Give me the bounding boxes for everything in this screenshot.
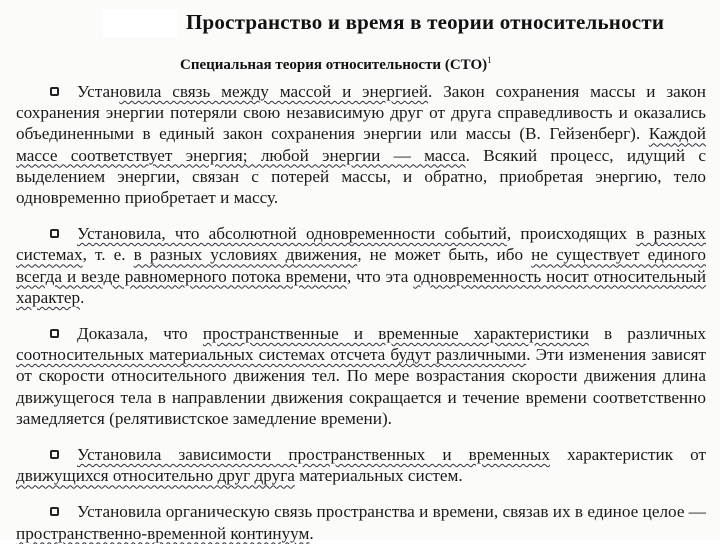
checkbox-bullet-icon xyxy=(50,507,59,516)
underlined-text: в разных условиях движения xyxy=(133,245,358,265)
underlined-text: не существует единого всегда и везде равномерного потока времени xyxy=(16,245,707,286)
underlined-text: Каждой массе соответствует энергия; любой энергии — масса xyxy=(16,124,706,165)
paragraph xyxy=(16,501,706,543)
paragraph-text: . Эти изменения зависят от скорости относительного движения тел. По мере возрастания скорости движения длина движущегося тела в направлении движения сокращается и течение времени соответственно замедляется (релятивистское замедление времени). xyxy=(16,345,706,428)
paragraph-text: . xyxy=(309,523,314,543)
paragraph xyxy=(16,444,706,486)
page-subtitle xyxy=(180,55,580,74)
paragraph-text: Устан xyxy=(77,82,120,101)
paragraph-text: характеристик от xyxy=(550,445,707,465)
checkbox-bullet-icon xyxy=(50,87,59,96)
redaction-block xyxy=(103,9,177,37)
subtitle-footnote-marker: 1 xyxy=(487,55,492,65)
document-body xyxy=(16,81,706,544)
underlined-text: одновременность носит относительный характер xyxy=(16,266,707,307)
paragraph-text: . Всякий процесс, идущий с выделением энергии, связан с потерей массы, и обратно, приобретая энергию, тело одновременно приобретает и массу. xyxy=(16,145,706,208)
paragraph xyxy=(16,323,706,429)
paragraph-text: , т. е. xyxy=(82,245,134,265)
paragraph-text: , происходящих xyxy=(506,224,637,244)
page-title: Пространство и время в теории относительности xyxy=(186,10,665,34)
paragraph-text: в различных xyxy=(588,324,707,344)
checkbox-bullet-icon xyxy=(50,450,59,459)
paragraph-text: Доказала, что xyxy=(77,324,203,344)
underlined-text: овила связь между массой и энергией xyxy=(119,82,429,101)
underlined-text: движущихся относительно друг друга xyxy=(16,466,295,486)
underlined-text: Установила, что абсолютной одновременности событий xyxy=(77,224,507,244)
paragraph xyxy=(16,223,706,308)
checkbox-bullet-icon xyxy=(50,229,59,238)
underlined-text: в разных системах xyxy=(16,224,706,265)
underlined-text: соотносительных материальных системах отсчета будут различными xyxy=(16,345,527,365)
checkbox-bullet-icon xyxy=(50,329,59,338)
paragraph-text: . Закон сохранения массы и закон сохранения энергии потеряли свою независимую друг от друга справедливость и оказались объединенными в единый закон сохранения энергии или массы (В. Гейзенберг). xyxy=(16,82,707,144)
paragraph xyxy=(16,81,706,208)
underlined-text: пространственно-временной континуум xyxy=(16,523,310,543)
paragraph-text: материальных систем. xyxy=(294,466,463,486)
underlined-text: пространственные и временные характеристики xyxy=(202,324,589,344)
paragraph-text: . xyxy=(80,287,85,307)
paragraph-text: , что эта xyxy=(346,266,414,286)
paragraph-text: Установила органическую связь пространства и времени, связав их в единое целое — xyxy=(77,502,706,522)
subtitle-text: Специальная теория относительности (СТО) xyxy=(180,57,488,73)
paragraph-text: , не может быть, ибо xyxy=(357,245,532,265)
underlined-text: Установила зависимости пространственных и временных xyxy=(77,445,550,465)
